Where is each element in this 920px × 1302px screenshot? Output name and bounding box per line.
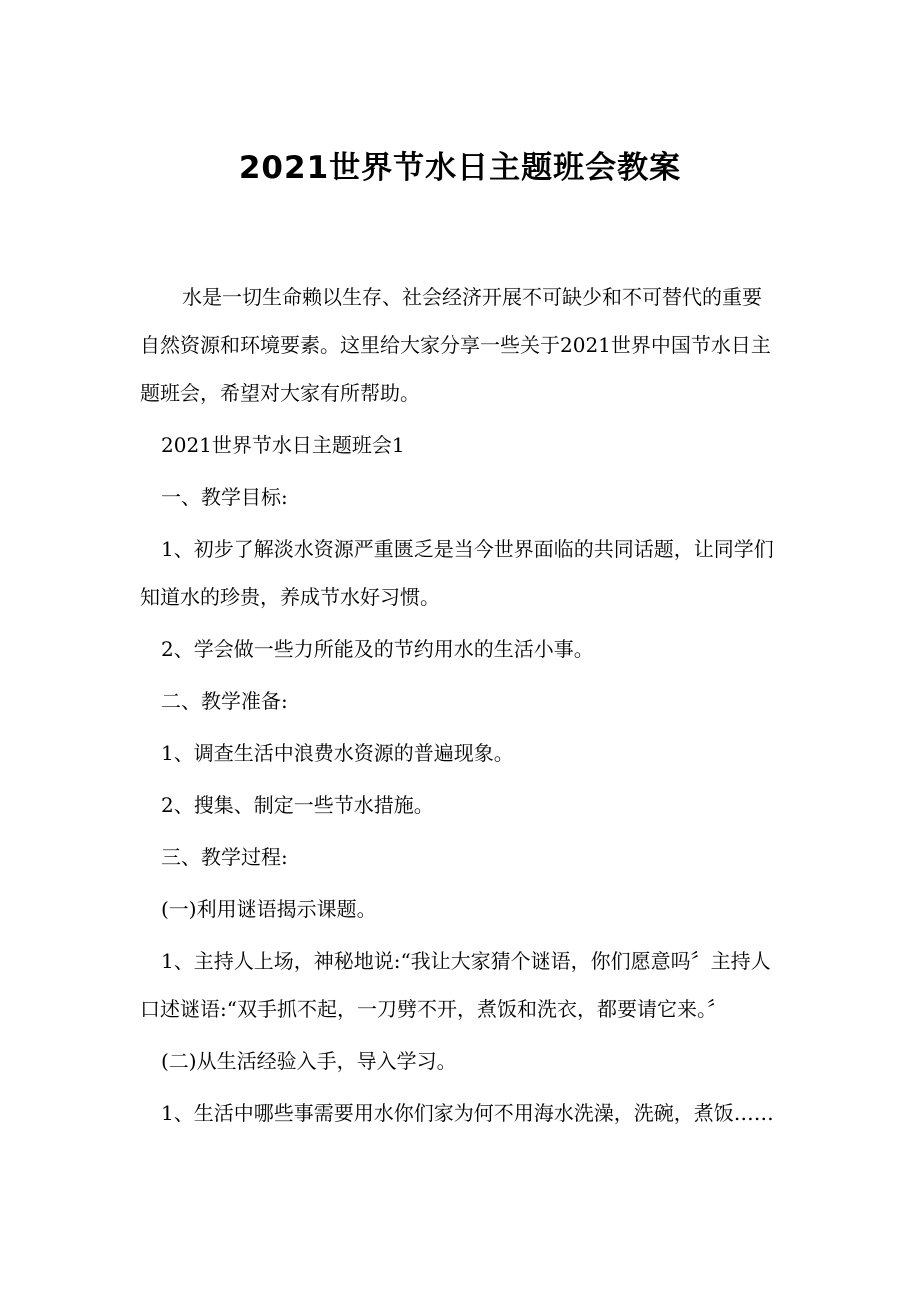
process-subheading-2: (二)从生活经验入手，导入学习。 [161,1049,457,1073]
section-heading-teaching-preparation: 二、教学准备: [161,689,288,713]
section-heading-teaching-objectives: 一、教学目标: [161,485,288,509]
objective-item-2: 2、学会做一些力所能及的节约用水的生活小事。 [161,637,594,661]
document-title: 2021世界节水日主题班会教案 [238,150,682,186]
objective-item-1: 1、初步了解淡水资源严重匮乏是当今世界面临的共同话题，让同学们知道水的珍贵，养成节水好习惯。 [140,537,774,609]
preparation-item-2: 2、搜集、制定一些节水措施。 [161,793,434,817]
process-subheading-1: (一)利用谜语揭示课题。 [161,897,377,921]
process-item-water-use: 1、生活中哪些事需要用水你们家为何不用海水洗澡，洗碗，煮饭…… [161,1101,774,1125]
process-item-riddle: 1、主持人上场，神秘地说:“我让大家猜个谜语，你们愿意吗〞主持人口述谜语:“双手抓不起，一刀劈不开，煮饭和洗衣，都要请它来。〞 [140,949,771,1021]
section-heading-teaching-process: 三、教学过程: [161,845,288,869]
document-body [140,273,780,1141]
section-heading-class-meeting-1: 2021世界节水日主题班会1 [161,433,405,457]
preparation-item-1: 1、调查生活中浪费水资源的普遍现象。 [161,741,514,765]
intro-paragraph: 水是一切生命赖以生存、社会经济开展不可缺少和不可替代的重要自然资源和环境要素。这里给大家分享一些关于2021世界中国节水日主题班会，希望对大家有所帮助。 [140,285,771,405]
